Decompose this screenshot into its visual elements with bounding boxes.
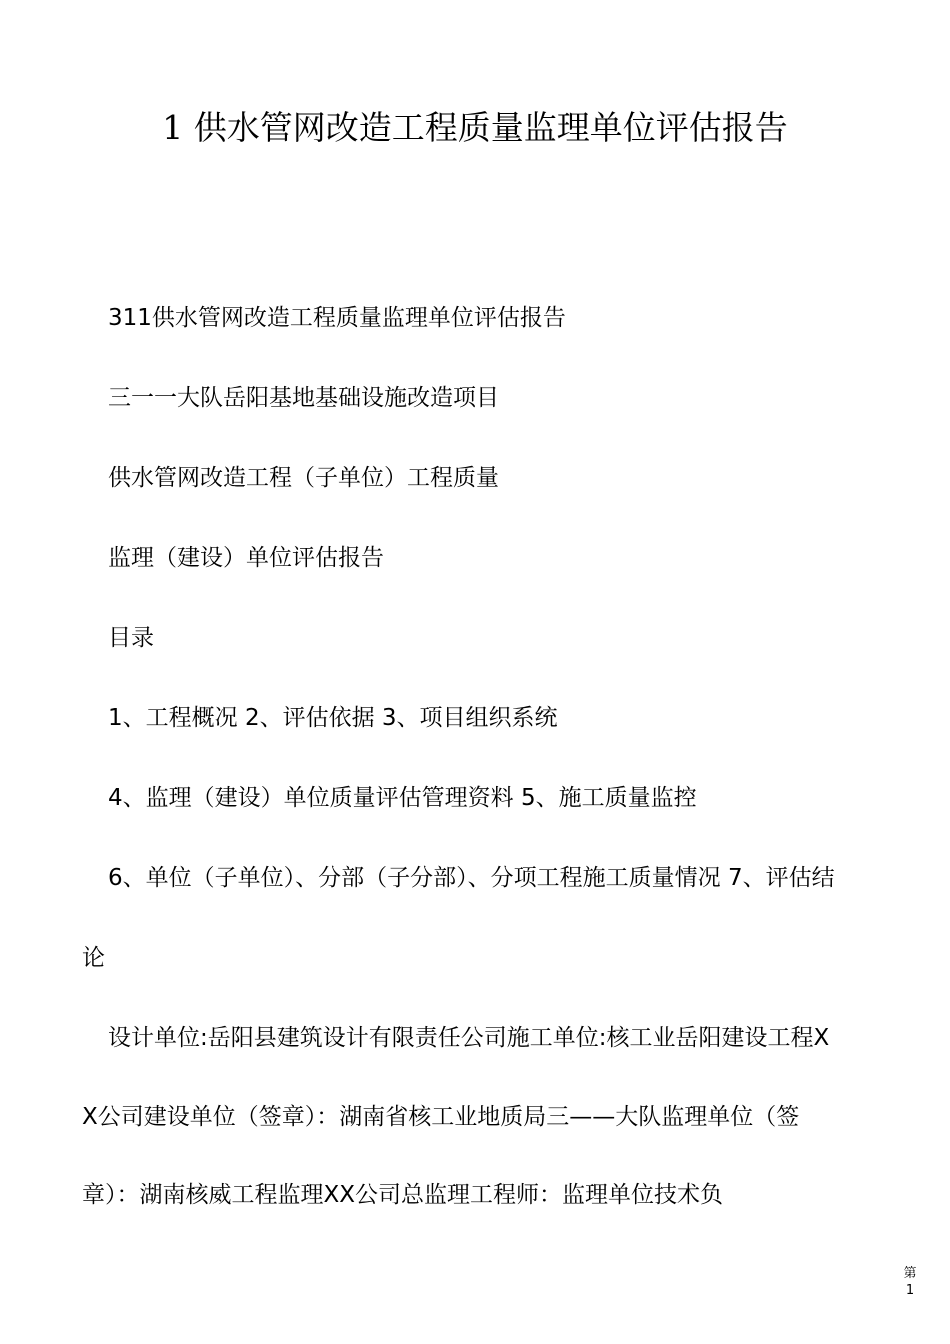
text-line-2: 三一一大队岳阳基地基础设施改造项目 bbox=[108, 385, 499, 411]
page-number bbox=[890, 1265, 930, 1299]
toc-line-1: 1、工程概况 2、评估依据 3、项目组织系统 bbox=[108, 705, 558, 731]
document-title bbox=[0, 103, 950, 153]
text-line-1: 311供水管网改造工程质量监理单位评估报告 bbox=[108, 305, 566, 331]
title-number: 1 bbox=[162, 108, 184, 147]
toc-heading: 目录 bbox=[108, 625, 154, 651]
text-line-3: 供水管网改造工程（子单位）工程质量 bbox=[108, 465, 499, 491]
text-line-4: 监理（建设）单位评估报告 bbox=[108, 545, 384, 571]
title-text: 供水管网改造工程质量监理单位评估报告 bbox=[193, 108, 788, 147]
toc-line-2: 4、监理（建设）单位质量评估管理资料 5、施工质量监控 bbox=[108, 785, 697, 811]
toc-line-3: 6、单位（子单位）、分部（子分部）、分项工程施工质量情况 7、评估结 bbox=[108, 865, 835, 891]
toc-line-3-cont: 论 bbox=[82, 945, 105, 971]
body-line-3: 章）：湖南核威工程监理XX公司总监理工程师：监理单位技术负 bbox=[82, 1182, 724, 1208]
page-number-value: 1 bbox=[905, 1283, 915, 1298]
page-label: 第 bbox=[903, 1266, 917, 1281]
body-line-2: X公司建设单位（签章）：湖南省核工业地质局三——大队监理单位（签 bbox=[82, 1104, 800, 1130]
body-line-1: 设计单位:岳阳县建筑设计有限责任公司施工单位:核工业岳阳建设工程X bbox=[108, 1025, 830, 1051]
